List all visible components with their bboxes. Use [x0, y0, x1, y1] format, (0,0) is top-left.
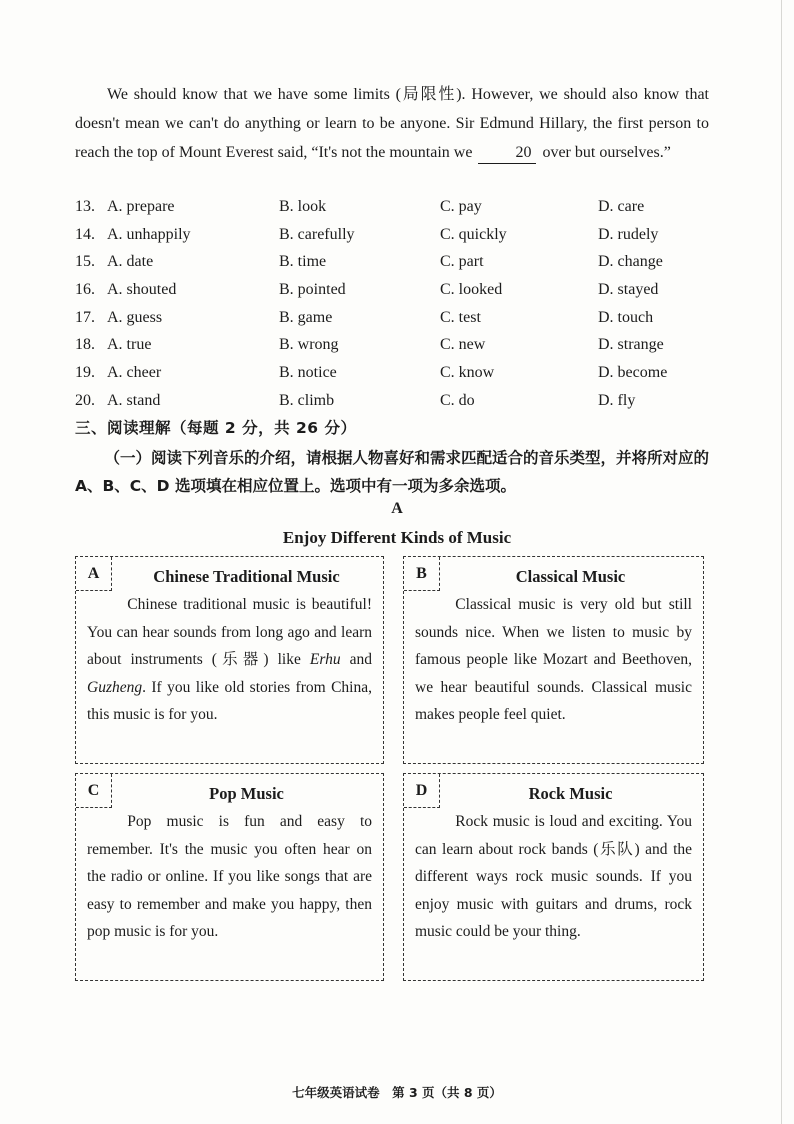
passage-paragraph	[75, 80, 709, 167]
option-a: A. cheer	[107, 364, 162, 382]
box-title: Classical Music	[515, 567, 626, 586]
page-edge-line	[781, 0, 782, 1124]
instrument-name: Guzheng	[87, 678, 143, 696]
music-box-a	[75, 556, 384, 764]
question-number: 20.	[75, 391, 95, 409]
option-b: B. wrong	[279, 336, 339, 354]
option-d: D. strange	[598, 336, 664, 354]
box-title: Pop Music	[209, 784, 284, 803]
music-box-d	[403, 773, 704, 981]
option-d: D. fly	[598, 391, 636, 409]
option-c: C. part	[440, 253, 484, 271]
option-c: C. quickly	[440, 225, 507, 243]
option-d: D. change	[598, 253, 663, 271]
box-body	[87, 591, 372, 729]
option-c: C. pay	[440, 198, 482, 215]
page-footer: 七年级英语试卷 第 3 页（共 8 页）	[292, 1085, 502, 1100]
question-row	[75, 388, 715, 416]
passage-text-end: over but ourselves.”	[542, 144, 671, 161]
question-number: 17.	[75, 308, 95, 326]
question-row	[75, 194, 715, 222]
question-number: 14.	[75, 225, 95, 243]
question-row	[75, 249, 715, 277]
box-title: Chinese Traditional Music	[153, 567, 340, 586]
instruction-paragraph: （一）阅读下列音乐的介绍，请根据人物喜好和需求匹配适合的音乐类型，并将所对应的 A、B、C、D 选项填在相应位置上。选项中有一项为多余选项。	[75, 449, 709, 495]
music-box-c	[75, 773, 384, 981]
box-title: Rock Music	[528, 784, 613, 803]
option-d: D. become	[598, 364, 668, 382]
passage-text: We should know that we have some limits (局限性). However, we should also know that doesn't mean we can't do anything or learn to be anyone. Sir Edmund Hillary, the first person to reach the top of Mount Everest said, “It's not the mountain we	[75, 86, 709, 161]
option-c: C. know	[440, 364, 495, 382]
option-b: B. notice	[279, 364, 337, 382]
instrument-name: Erhu	[309, 651, 341, 669]
option-b: B. time	[279, 253, 327, 271]
part-letter: A	[391, 500, 403, 517]
passage-title: Enjoy Different Kinds of Music	[282, 528, 512, 547]
option-b: B. carefully	[279, 225, 355, 243]
music-box-b	[403, 556, 704, 764]
box-label: A	[76, 557, 112, 591]
option-a: A. prepare	[107, 198, 175, 215]
option-a: A. date	[107, 253, 154, 271]
option-d: D. care	[598, 198, 645, 215]
question-number: 13.	[75, 198, 95, 215]
box-label: C	[76, 774, 112, 808]
option-c: C. test	[440, 308, 481, 326]
box-text: and	[340, 651, 372, 669]
box-label: D	[404, 774, 440, 808]
option-b: B. game	[279, 308, 333, 326]
question-number: 18.	[75, 336, 95, 354]
answer-options	[75, 194, 715, 416]
question-row	[75, 222, 715, 250]
question-row	[75, 360, 715, 388]
reading-passage	[75, 80, 709, 167]
option-a: A. guess	[107, 308, 163, 326]
question-row	[75, 277, 715, 305]
question-number: 16.	[75, 281, 95, 299]
question-row	[75, 305, 715, 333]
option-c: C. do	[440, 391, 475, 409]
box-label: B	[404, 557, 440, 591]
blank-20: 20	[478, 143, 536, 164]
option-a: A. unhappily	[107, 225, 191, 243]
option-b: B. pointed	[279, 281, 346, 299]
question-number: 19.	[75, 364, 95, 382]
option-b: B. climb	[279, 391, 335, 409]
box-body: Classical music is very old but still sounds nice. When we listen to music by famous people like Mozart and Beethoven, we hear beautiful sounds. Classical music makes people feel quiet.	[415, 596, 692, 724]
box-text: Chinese traditional music is beautiful! You can hear sounds from long ago and learn about instruments (乐器) like	[87, 596, 372, 669]
box-body: Pop music is fun and easy to remember. It's the music you often hear on the radio or online. If you like songs that are easy to remember and make you happy, then pop music is for you.	[87, 813, 372, 941]
question-row	[75, 332, 715, 360]
section-heading: 三、阅读理解（每题 2 分，共 26 分）	[75, 419, 357, 437]
option-d: D. stayed	[598, 281, 659, 299]
option-d: D. touch	[598, 308, 654, 326]
option-c: C. new	[440, 336, 486, 354]
option-c: C. looked	[440, 281, 503, 299]
option-a: A. stand	[107, 391, 161, 409]
option-a: A. shouted	[107, 281, 177, 299]
option-d: D. rudely	[598, 225, 659, 243]
instruction-text	[75, 444, 709, 500]
box-body: Rock music is loud and exciting. You can learn about rock bands (乐队) and the different ways rock music sounds. If you enjoy music with guitars and drums, rock music could be your thing.	[415, 813, 692, 941]
box-text: . If you like old stories from China, this music is for you.	[87, 678, 372, 724]
option-b: B. look	[279, 198, 327, 215]
question-number: 15.	[75, 253, 95, 271]
option-a: A. true	[107, 336, 152, 354]
